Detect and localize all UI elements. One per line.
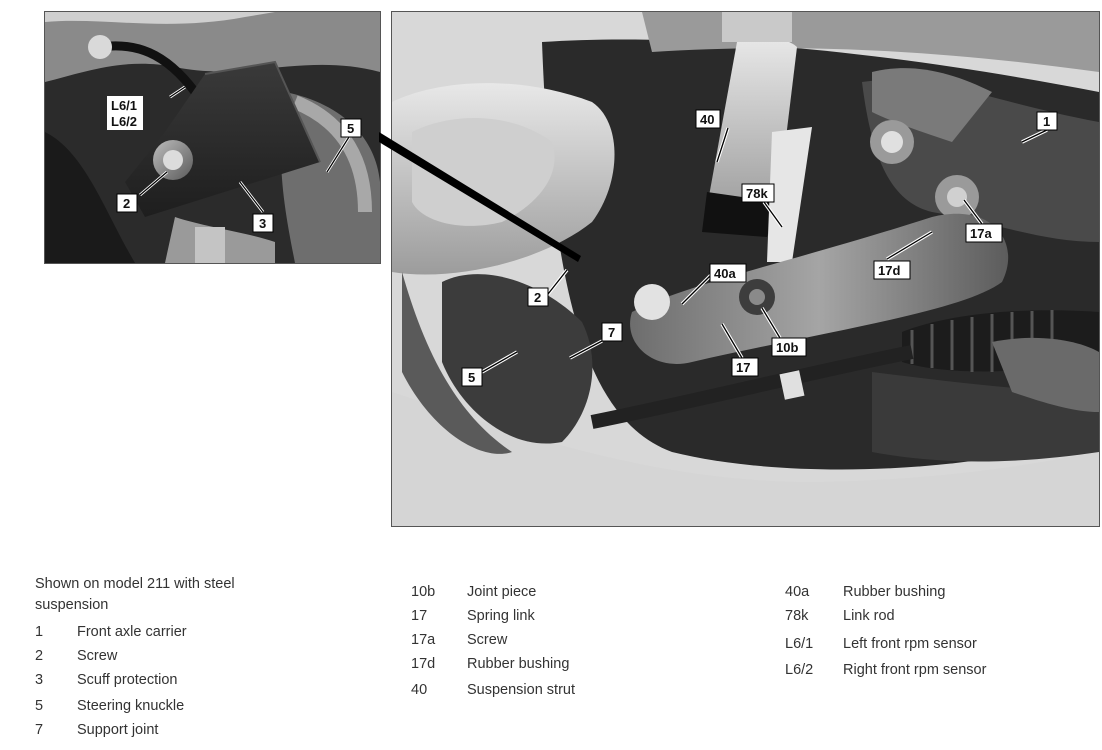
label-10b: 10b xyxy=(776,340,799,355)
label-5: 5 xyxy=(347,121,355,136)
main-photo-front-axle xyxy=(391,11,1100,527)
label-5: 5 xyxy=(468,370,476,385)
label-3: 3 xyxy=(259,216,267,231)
label-2: 2 xyxy=(123,196,131,211)
label-40a: 40a xyxy=(714,266,736,281)
inset-photo-sensor-detail xyxy=(44,11,381,264)
label-l6-2: L6/2 xyxy=(111,114,138,129)
model-note-line-1: Shown on model 211 with steel xyxy=(35,576,235,592)
label-17a: 17a xyxy=(970,226,992,241)
label-1: 1 xyxy=(1043,114,1051,129)
label-2: 2 xyxy=(534,290,542,305)
label-17: 17 xyxy=(736,360,751,375)
label-17d: 17d xyxy=(878,263,901,278)
label-40: 40 xyxy=(700,112,715,127)
label-l6-1: L6/1 xyxy=(111,98,138,113)
label-78k: 78k xyxy=(746,186,768,201)
model-note-line-2: suspension xyxy=(35,597,109,613)
label-7: 7 xyxy=(608,325,616,340)
legend: Shown on model 211 with steel suspension 1 Front axle carrier 2 Screw 3 Scuff protection 5 Steering knuckle 7 Support joint 10b Joint piece 17 Spring link 17a Screw 17d Rubber bushing 40 Suspension strut 40a Rubber bushing 78k Link rod L6/1 Left front rpm sensor L6/2 Right front rpm sensor xyxy=(35,576,987,738)
